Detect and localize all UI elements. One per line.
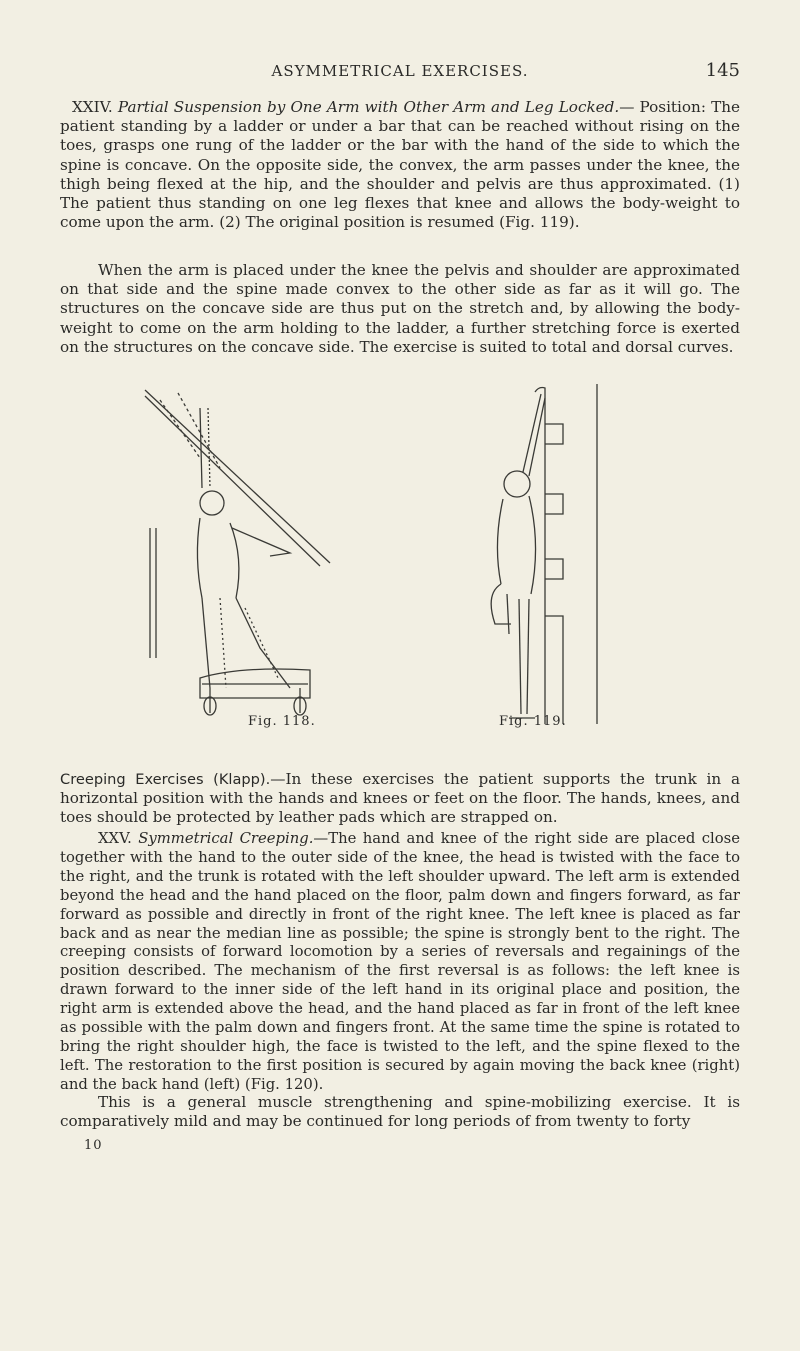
exercise-title: Symmetrical Creeping. <box>138 830 314 847</box>
paragraph-body: The patient standing by a ladder or under a bar that can be reached without rising on the toes, grasps one rung of the ladder or the bar with the hand of the side to which the spine is concave. On the opposite side, the convex, the arm passes under the knee, the thigh being flexed at the hip, and the shoulder and pelvis are thus approximated. (1) The patient thus standing on one leg flexes that knee and allows the body-weight to come upon the arm. (2) The original position is resumed (Fig. 119). <box>60 98 740 232</box>
exercise-number: XXV. <box>98 830 132 847</box>
figures-area <box>0 380 800 760</box>
figure-118-illustration <box>140 388 340 718</box>
paragraph-general: This is a general muscle strengthening and spine-mobilizing exercise. It is comparatively mild and may be continued for long periods of from twenty to forty <box>60 1093 740 1131</box>
paragraph-body: —The hand and knee of the right side are placed close together with the hand to the outer side of the knee, the head is twisted with the face to the right, and the trunk is rotated with the left shoulder upward. The left arm is extended beyond the head and the hand placed on the floor, palm down and fingers forward, as far forward as possible and directly in front of the right knee. The left knee is placed as far back and as near the median line as possible; the spine is strongly bent to the right. The creeping consists of forward locomotion by a series of reversals and regainings of the position described. The mechanism of the first reversal is as follows: the left knee is drawn forward to the inner side of the left hand in its original place and position, the right arm is extended above the head, and the hand placed as far in front of the left knee as possible with the palm down and fingers front. At the same time the spine is rotated to bring the right shoulder high, the face is twisted to the left, and the spine flexed to the left. The restoration to the first position is secured by again moving the back knee (right) and the back hand (left) (Fig. 120). <box>60 830 740 1093</box>
figure-119-illustration <box>475 384 615 724</box>
page-number: 145 <box>705 60 740 81</box>
paragraph-explanation: When the arm is placed under the knee the pelvis and shoulder are approximated on that side and the spine made convex to the other side as far as it will go. The structures on the concave side are thus put on the stretch and, by allowing the body-weight to come on the arm holding to the ladder, a further stretching force is exerted on the structures on the concave side. The exercise is suited to total and dorsal curves. <box>60 261 740 356</box>
signature-mark: 10 <box>84 1138 103 1153</box>
section-heading: Creeping Exercises (Klapp). <box>60 771 271 788</box>
paragraph-body: —In these exercises the patient supports the trunk in a horizontal position with the hands and knees or feet on the floor. The hands, knees, and toes should be protected by leather pads which are strapped on. <box>60 770 740 827</box>
paragraph-xxv <box>60 830 740 1095</box>
paragraph-xxiv <box>60 98 740 232</box>
figure-118-caption: Fig. 118. <box>248 714 316 729</box>
page-header <box>60 60 740 90</box>
paragraph-creeping-exercises <box>60 770 740 828</box>
running-head: ASYMMETRICAL EXERCISES. <box>271 62 529 80</box>
dash: — <box>619 98 635 116</box>
exercise-number: XXIV. <box>72 98 113 116</box>
position-label: Position: <box>639 98 706 116</box>
exercise-title: Partial Suspension by One Arm with Other Arm and Leg Locked. <box>117 98 620 116</box>
figure-119-caption: Fig. 119. <box>499 714 567 729</box>
